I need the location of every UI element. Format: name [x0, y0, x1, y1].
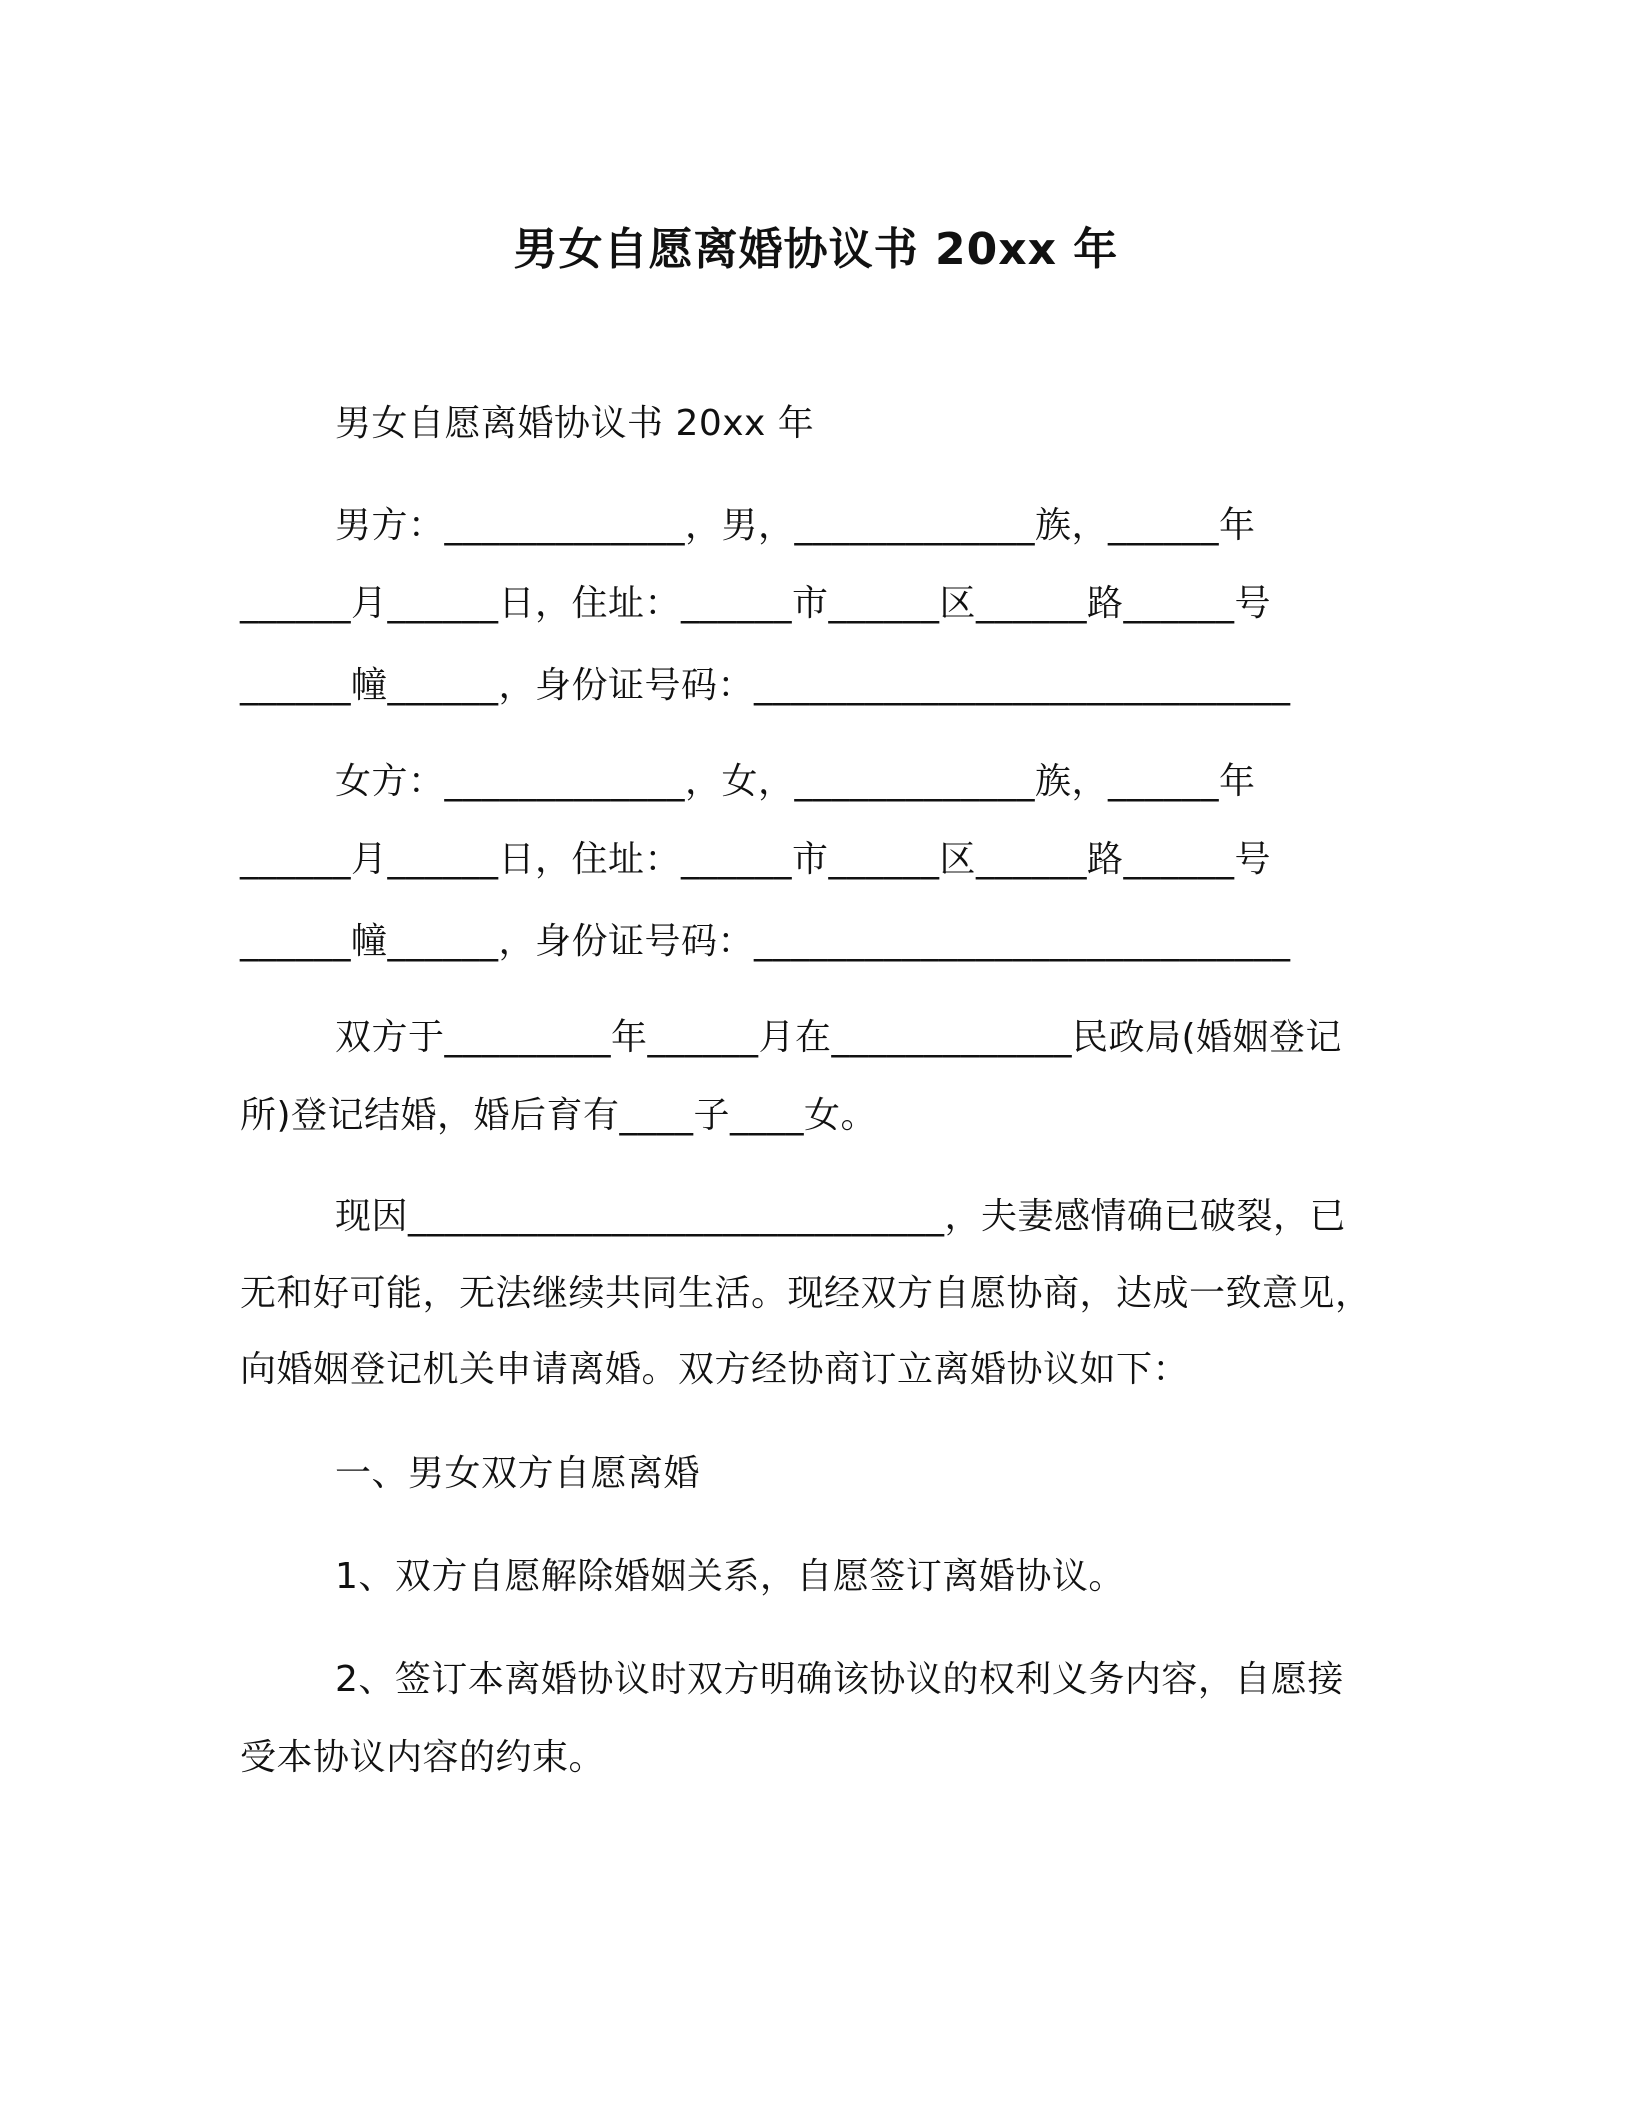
reason-line-3: 向婚姻登记机关申请离婚。双方经协商订立离婚协议如下：: [240, 1349, 1190, 1390]
subtitle-line: 男女自愿离婚协议书 20xx 年: [335, 403, 815, 444]
male-party-line-1: 男方：_____________，男，_____________族，______年: [335, 505, 1256, 546]
marriage-registration-line-2: 所)登记结婚，婚后育有____子____女。: [240, 1095, 878, 1136]
reason-line-1: 现因_____________________________，夫妻感情确已破裂，已: [335, 1196, 1347, 1237]
male-party-line-2: ______月______日，住址：______市______区______路______号: [240, 583, 1272, 624]
female-party-line-2: ______月______日，住址：______市______区______路______号: [240, 839, 1272, 880]
clause-1: 1、双方自愿解除婚姻关系，自愿签订离婚协议。: [335, 1556, 1125, 1597]
marriage-registration-line-1: 双方于_________年______月在_____________民政局(婚姻登记: [335, 1017, 1343, 1058]
female-party-line-1: 女方：_____________，女，_____________族，______年: [335, 761, 1256, 802]
clause-2-line-2: 受本协议内容的约束。: [240, 1737, 606, 1778]
female-party-line-3: ______幢______，身份证号码：_____________________________: [240, 921, 1291, 962]
document-title: 男女自愿离婚协议书 20xx 年: [513, 224, 1119, 275]
section-heading-1: 一、男女双方自愿离婚: [335, 1453, 701, 1494]
clause-2-line-1: 2、签订本离婚协议时双方明确该协议的权利义务内容，自愿接: [335, 1659, 1344, 1700]
reason-line-2: 无和好可能，无法继续共同生活。现经双方自愿协商，达成一致意见，: [240, 1273, 1372, 1314]
male-party-line-3: ______幢______，身份证号码：_____________________________: [240, 665, 1291, 706]
